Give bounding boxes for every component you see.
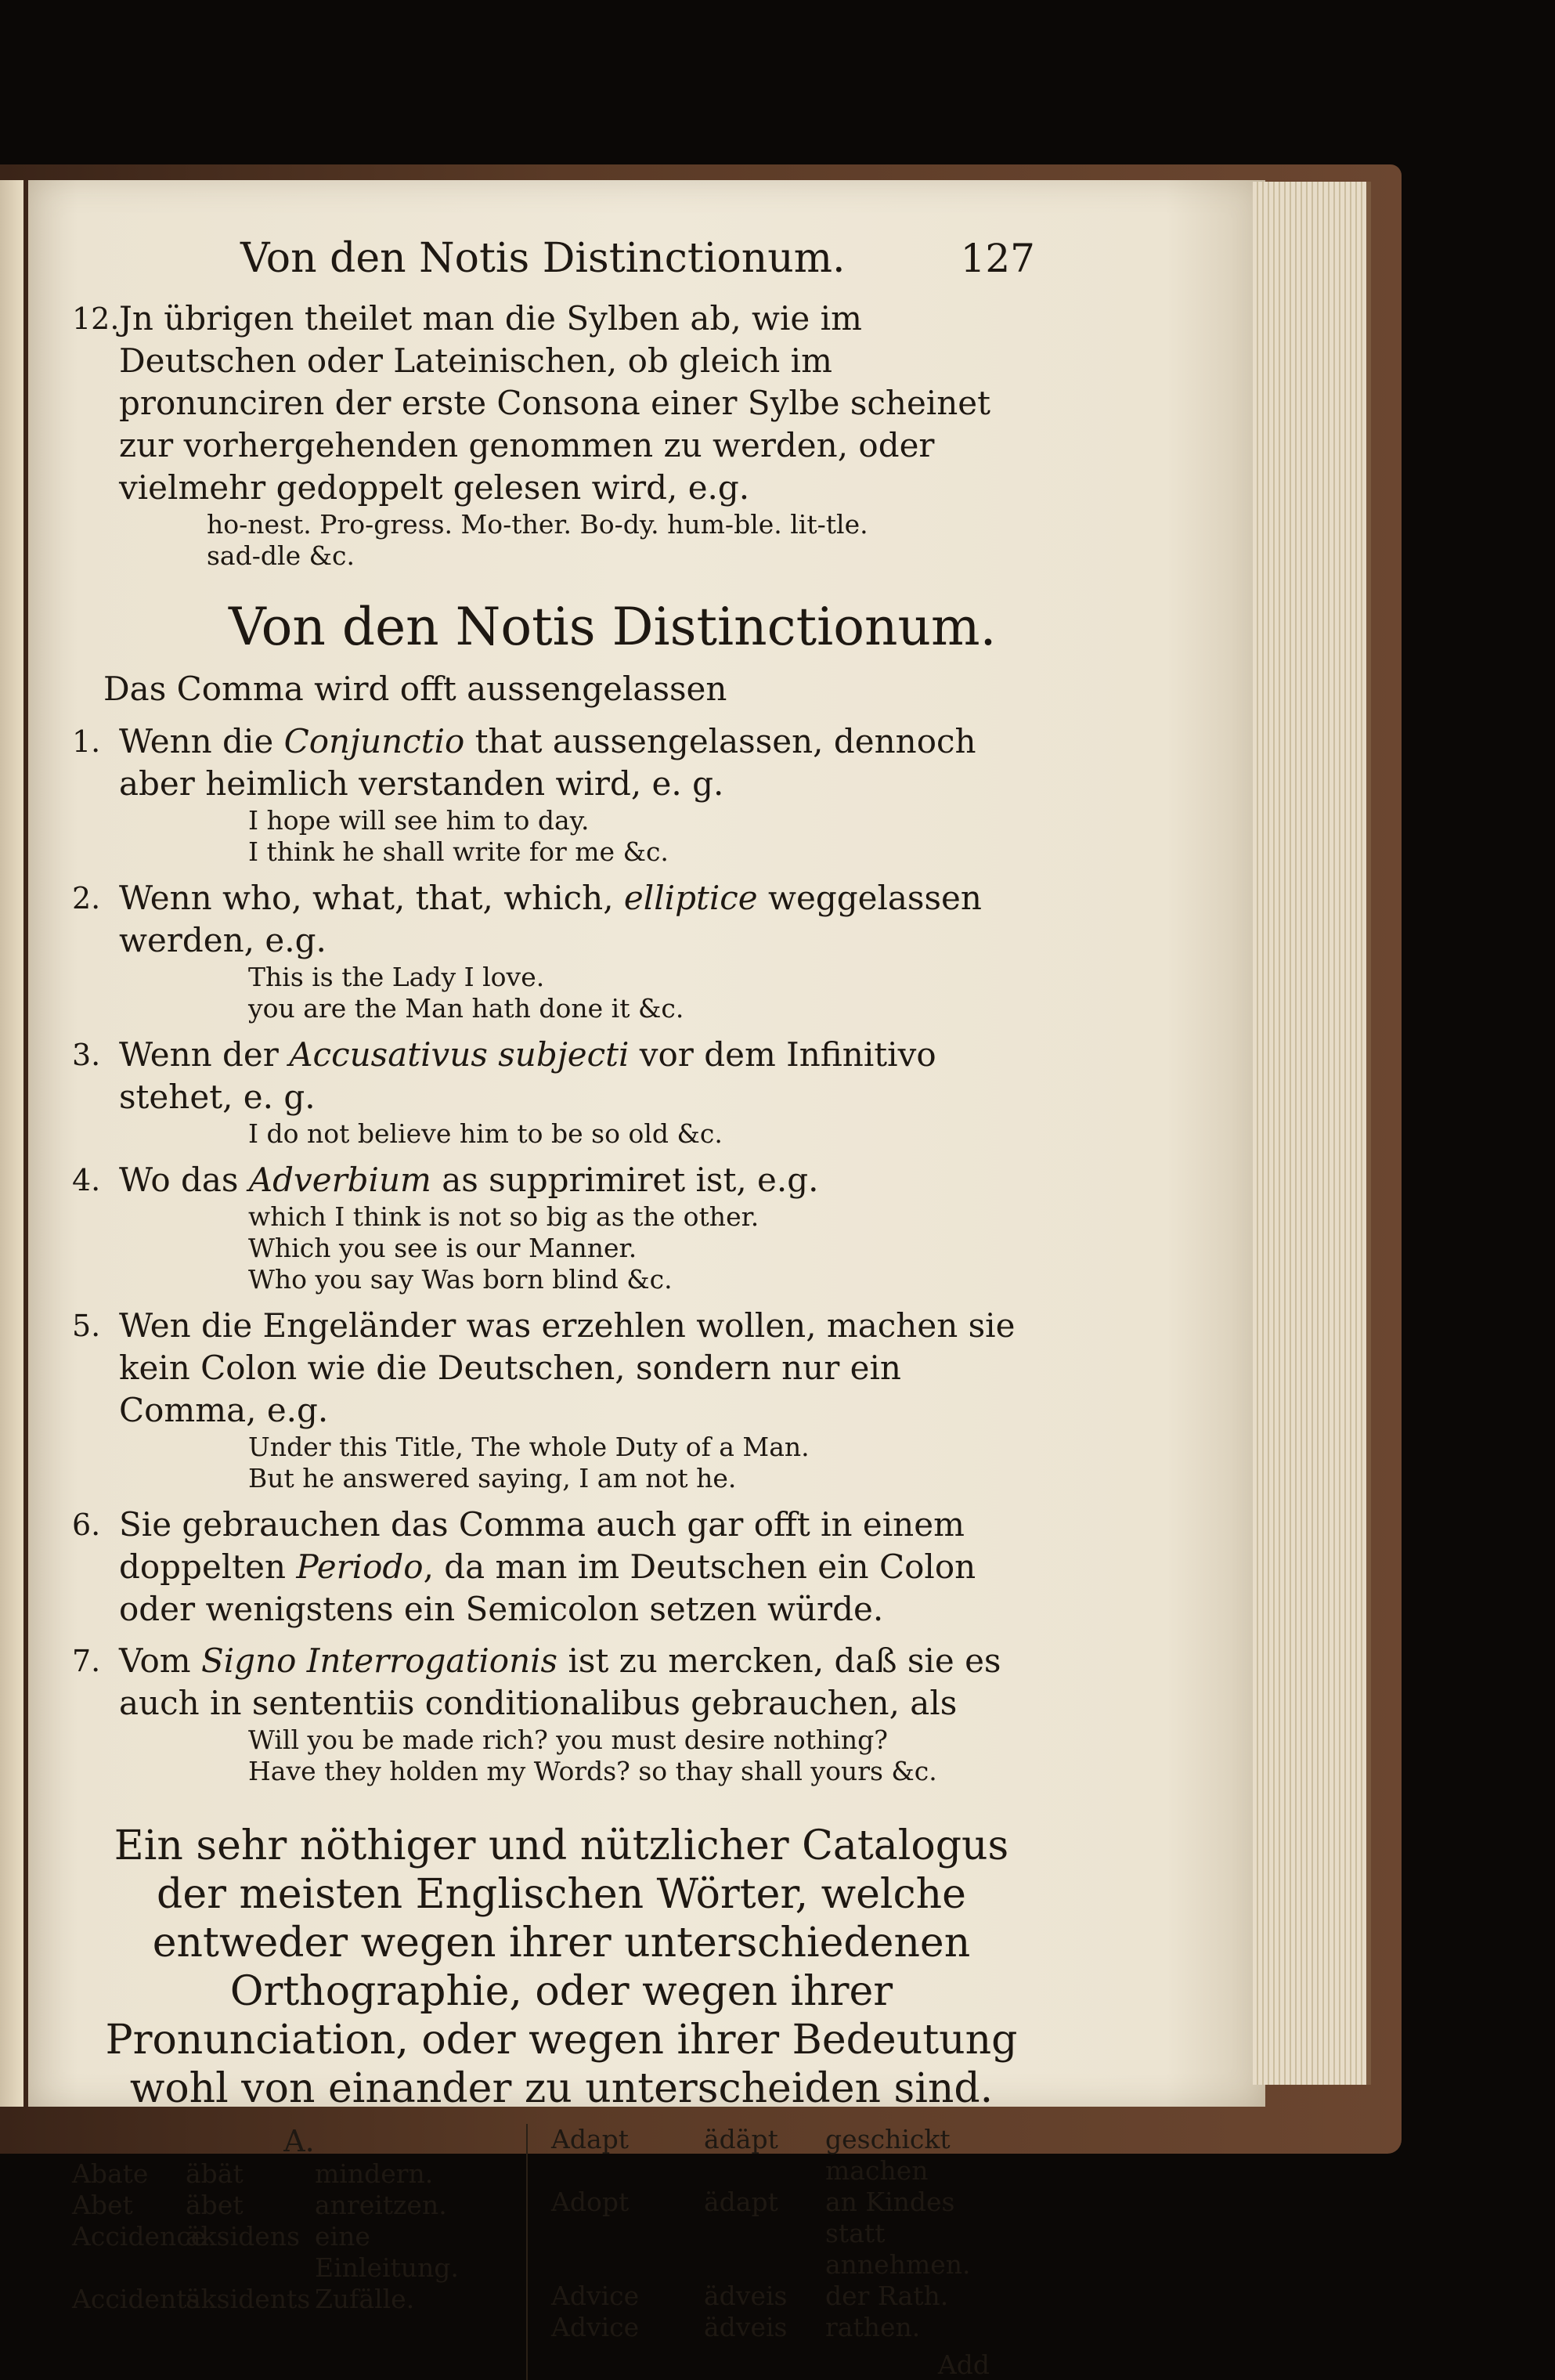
- item-italic: Signo Interrogationis: [200, 1641, 558, 1680]
- item-italic: elliptice: [623, 879, 758, 917]
- item-text-b: that aussengelassen, dennoch aber heimlich verstanden wird, e. g.: [119, 722, 976, 803]
- item-text-b: weggelassen werden, e.g.: [119, 879, 982, 959]
- item-number: 3.: [72, 1038, 101, 1072]
- entry-meaning: an Kindes statt annehmen.: [825, 2187, 971, 2280]
- entry-word: Abet: [72, 2190, 133, 2220]
- entry-word: Accidents: [72, 2284, 200, 2314]
- entry-pron: ädäpt: [704, 2124, 778, 2154]
- catchword: Add: [937, 2349, 990, 2380]
- paragraph-text: Jn übrigen theilet man die Sylben ab, wie im Deutschen oder Lateinischen, ob gleich im pronunciren der erste Consona einer Sylbe scheinet zur vorhergehenden genommen zu werden, oder vielmehr gedoppelt gelesen wird, e.g.: [119, 299, 991, 507]
- page-content: [72, 235, 1035, 2380]
- entry-word: Accidence: [72, 2221, 207, 2252]
- item-italic: Periodo: [296, 1548, 424, 1586]
- running-title: Von den Notis Distinctionum.: [240, 235, 846, 282]
- entry-word: Abate: [72, 2158, 149, 2189]
- entry-meaning: der Rath.: [825, 2281, 949, 2311]
- page-number: 127: [960, 236, 1035, 281]
- example-line: But he answered saying, I am not he.: [248, 1463, 737, 1493]
- example-line: Which you see is our Manner.: [248, 1233, 637, 1263]
- example-line: which I think is not so big as the other.: [248, 1201, 759, 1232]
- example-line: Have they holden my Words? so thay shall yours &c.: [248, 1756, 937, 1786]
- entry-pron: ädveis: [704, 2281, 788, 2311]
- entry-word: Adapt: [551, 2124, 630, 2154]
- example-line: Who you say Was born blind &c.: [248, 1264, 673, 1295]
- item-number: 6.: [72, 1508, 101, 1542]
- entry-word: Advice: [551, 2281, 640, 2311]
- section-heading: Von den Notis Distinctionum.: [229, 597, 997, 657]
- left-page-edge: [0, 180, 23, 2107]
- item-text-b: as supprimiret ist, e.g.: [431, 1161, 819, 1199]
- catalog-entry: [72, 2190, 526, 2221]
- item-3: [72, 1034, 1035, 1118]
- item-4: [72, 1159, 1035, 1201]
- item-number: 5.: [72, 1309, 101, 1343]
- catalog-entry: [551, 2281, 1005, 2312]
- item-text-a: Wo das: [119, 1161, 249, 1199]
- example-line: I do not believe him to be so old &c.: [248, 1118, 723, 1149]
- entry-pron: äksidents: [186, 2284, 311, 2314]
- entry-meaning: anreitzen.: [315, 2190, 447, 2220]
- item-6: [72, 1504, 1035, 1631]
- entry-pron: ädapt: [704, 2187, 778, 2217]
- comma-intro: Das Comma wird offt aussengelassen: [103, 670, 727, 708]
- example-line: I think he shall write for me &c.: [248, 836, 669, 867]
- example-line: This is the Lady I love.: [248, 962, 545, 992]
- item-text-a: Wenn die: [119, 722, 284, 760]
- entry-meaning: rathen.: [825, 2312, 921, 2342]
- entry-pron: äbet: [186, 2190, 244, 2220]
- entry-meaning: geschickt machen: [825, 2124, 951, 2186]
- item-7: [72, 1640, 1035, 1725]
- item-italic: Conjunctio: [283, 722, 465, 760]
- item-italic: Adverbium: [248, 1161, 431, 1199]
- example-line: Will you be made rich? you must desire nothing?: [248, 1725, 888, 1755]
- item-2: [72, 877, 1035, 962]
- example-line: Under this Title, The whole Duty of a Man.: [248, 1432, 810, 1462]
- item-text-a: Wen die Engeländer was erzehlen wollen, machen sie kein Colon wie die Deutschen, sondern nur ein Comma, e.g.: [119, 1306, 1016, 1429]
- catalog-letter: A.: [283, 2124, 315, 2158]
- example-line: I hope will see him to day.: [248, 805, 590, 836]
- item-text-a: Wenn der: [119, 1035, 290, 1074]
- item-1: [72, 721, 1035, 805]
- entry-pron: äbät: [186, 2158, 244, 2189]
- page-fore-edge: [1253, 182, 1371, 2085]
- example-line: you are the Man hath done it &c.: [248, 993, 684, 1024]
- item-text-b: vor dem Infinitivo stehet, e. g.: [119, 1035, 936, 1116]
- catalog-heading: Ein sehr nöthiger und nützlicher Catalogus der meisten Englischen Wörter, welche entweder wegen ihrer unterschiedenen Orthographie, oder wegen ihrer Pronunciation, oder wegen ihrer Bedeutung wohl von einander zu unterscheiden sind.: [105, 1822, 1018, 2112]
- entry-meaning: mindern.: [315, 2158, 434, 2189]
- word-catalog: [72, 2124, 1035, 2380]
- item-5: [72, 1305, 1035, 1432]
- running-header: [72, 235, 1035, 298]
- item-number: 4.: [72, 1163, 101, 1197]
- entry-meaning: eine Einleitung.: [315, 2221, 459, 2283]
- entry-meaning: Zufälle.: [315, 2284, 415, 2314]
- catalog-entry: [72, 2221, 526, 2284]
- item-italic: Accusativus subjecti: [289, 1035, 630, 1074]
- paragraph-number: 12.: [72, 302, 120, 336]
- catalog-entry: [551, 2312, 1005, 2343]
- syllable-examples: ho-nest. Pro-gress. Mo-ther. Bo-dy. hum-ble. lit-tle.: [207, 509, 868, 540]
- item-number: 1.: [72, 724, 101, 759]
- item-text-a: Sie gebrauchen das Comma auch gar offt in einem doppelten: [119, 1505, 965, 1586]
- catalog-entry: [72, 2158, 526, 2190]
- catalog-left-column: [72, 2124, 526, 2380]
- entry-pron: äksidens: [186, 2221, 301, 2252]
- catalog-entry: [72, 2284, 526, 2315]
- entry-word: Advice: [551, 2312, 640, 2342]
- item-text-b: ist zu mercken, daß sie es auch in sententiis conditionalibus gebrauchen, als: [119, 1641, 1001, 1722]
- entry-word: Adopt: [551, 2187, 630, 2217]
- syllable-examples-2: sad-dle &c.: [207, 540, 355, 571]
- item-text-b: , da man im Deutschen ein Colon oder wenigstens ein Semicolon setzen würde.: [119, 1548, 976, 1628]
- catalog-entry: [551, 2187, 1005, 2281]
- item-text-a: Vom: [119, 1641, 201, 1680]
- item-text-a: Wenn who, what, that, which,: [119, 879, 624, 917]
- item-number: 2.: [72, 881, 101, 916]
- entry-pron: ädveis: [704, 2312, 788, 2342]
- item-number: 7.: [72, 1644, 101, 1678]
- catalog-entry: [551, 2124, 1005, 2187]
- paragraph-12: [72, 298, 1035, 509]
- catalog-right-column: [526, 2124, 1005, 2380]
